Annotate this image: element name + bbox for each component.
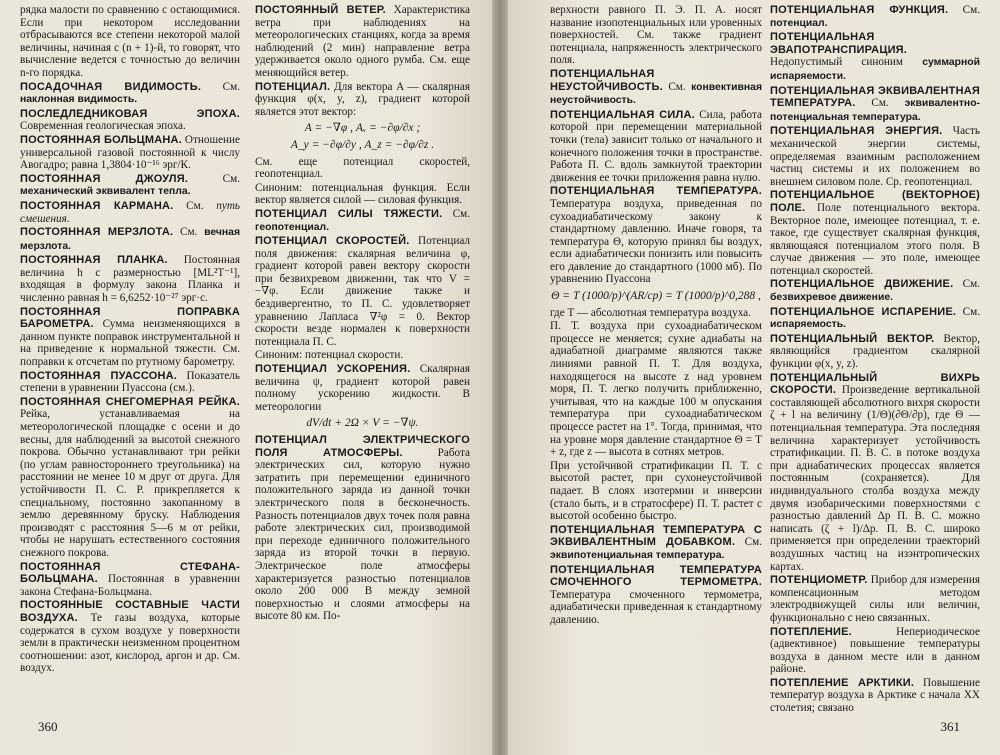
entry-crossref: испаряемость. [770,319,847,331]
entry-headword: ПОТЕНЦИАЛЬНЫЙ ВЕКТОР. [770,332,935,345]
entry-crossref: вечная мерзлота. [20,227,241,252]
entry-text: См. [962,4,980,16]
entry-continuation [550,4,762,67]
entry-text: П. Т. воздуха при сухоадиабатическом процессе не меняется; сухие адиабаты на адиабатной диаграмме являются также линиями равной П. Т. Для воздуха, находящегося на высоте z над уровнем моря, П. Т. легко получить приближенно, учитывая, что на каждые 100 м опускания температура при сухоадиабатическом процессе растет на 1°. Тогда, принимая, что на уровне моря давление стандартное Θ = T + z, где z — высота в сотнях метров. [550,320,762,459]
dictionary-entry [550,185,762,286]
entry-headword: ПОСТОЯННАЯ СНЕГОМЕРНАЯ РЕЙКА. [20,395,240,408]
entry-text: Те газы воздуха, которые содержатся в сухом воздухе у поверхности земли в практически неизменном процентном соотношении: азот, кислород, аргон и др. См. воздух. [20,611,240,675]
entry-headword: ПОСТОЯННЫЕ СОСТАВНЫЕ ЧАСТИ ВОЗДУХА. [20,599,240,624]
entry-continuation [255,156,470,181]
entry-text: См. [962,278,981,291]
entry-text: верхности равного П. Э. П. А. носят название изопотенциальных или уровенных поверхностей. См. также градиент потенциала, напряженность электрического поля. [550,4,762,67]
entry-crossref: наклонная видимость. [20,94,138,106]
entry-text: Часть механической энергии системы, определяемая взаимным расположением частиц системы и их положением во внешнем силовом поле. Ср. геопотенциал. [770,125,980,188]
entry-headword: ПОТЕПЛЕНИЕ АРКТИКИ. [770,676,915,689]
dictionary-entry [550,564,762,627]
dictionary-entry [20,226,240,253]
dictionary-entry [255,434,470,623]
dictionary-entry [20,200,240,225]
entry-headword: ПОТЕНЦИАЛЬНАЯ ФУНКЦИЯ. [770,4,949,16]
dictionary-entry [20,81,240,107]
entry-headword: ПОТЕНЦИАЛЬНАЯ ТЕМПЕРАТУРА СМОЧЕННОГО ТЕРМОМЕТРА. [550,563,762,589]
dictionary-entry [770,333,980,371]
dictionary-entry [255,363,470,413]
entry-text: Показатель степени в уравнении Пуассона (см.). [20,369,240,395]
dictionary-entry [255,235,470,348]
entry-text: Прибор для измерения компенсационным методом электродвижущей силы или величин, функционально с нею связанных. [770,574,981,624]
entry-continuation [550,320,762,459]
formula-gradient-2: A_y = −∂φ/∂y , A_z = −∂φ/∂z . [290,138,435,151]
entry-headword: ПОСЛЕДЛЕДНИКОВАЯ ЭПОХА. [20,107,240,120]
entry-text: См. [180,226,198,239]
entry-continuation [255,349,470,362]
entry-headword: ПОСАДОЧНАЯ ВИДИМОСТЬ. [20,80,202,93]
entry-headword: ПОТЕПЛЕНИЕ. [770,625,852,638]
entry-text: Современная геологическая эпоха. [20,120,186,133]
entry-text: Отношение универсальной газовой постоянной к числу Авогадро; равна 1,3804·10⁻¹⁶ эрг/К. [20,133,240,172]
entry-headword: ПОСТОЯННАЯ КАРМАНА. [20,199,174,212]
page-number-left: 360 [38,719,58,734]
dictionary-entry [550,109,762,185]
dictionary-entry [255,208,470,234]
entry-headword: ПОТЕНЦИАЛЬНАЯ НЕУСТОЙЧИВОСТЬ. [550,67,663,93]
entry-text: Постоянная величина h с размерностью [ML²T⁻¹], входящая в формулу закона Планка и численно равная h = 6,6252·10⁻²⁷ эрг·с. [20,254,240,305]
dictionary-entry [770,31,980,83]
book-gutter [492,0,508,755]
entry-text: См. [668,80,686,93]
entry-headword: ПОСТОЯННЫЙ ВЕТЕР. [255,4,386,16]
entry-continuation [550,307,762,320]
entry-headword: ПОТЕНЦИАЛ СКОРОСТЕЙ. [255,235,410,248]
dictionary-entry [770,306,980,332]
dictionary-entry [770,677,980,715]
entry-headword: ПОТЕНЦИАЛ СИЛЫ ТЯЖЕСТИ. [255,207,443,220]
entry-headword: ПОСТОЯННАЯ ПОПРАВКА БАРОМЕТРА. [20,305,240,331]
dictionary-entry [20,599,240,675]
entry-text: Сила, работа которой при перемещении материальной точки (тела) зависит только от начального и конечного положения точки в пространстве. Работа П. С. вдоль замкнутой траектории движения ее точки приложения равна нулю. [550,108,762,184]
entry-text: См. [452,207,470,220]
right-page [508,0,1000,755]
dictionary-entry [20,396,240,560]
entry-headword: ПОТЕНЦИАЛЬНАЯ ЭНЕРГИЯ. [770,125,943,138]
dictionary-entry [550,524,762,563]
entry-continuation [550,460,762,523]
entry-headword: ПОТЕНЦИАЛ ЭЛЕКТРИЧЕСКОГО ПОЛЯ АТМОСФЕРЫ. [255,434,470,459]
formula-acceleration: dV/dt + 2Ω × V = −∇ψ. [306,417,419,430]
entry-headword: ПОСТОЯННАЯ БОЛЬЦМАНА. [20,133,182,146]
entry-crossref: механический эквивалент тепла. [20,186,191,198]
entry-headword: ПОСТОЯННАЯ ДЖОУЛЯ. [20,172,189,185]
entry-headword: ПОСТОЯННАЯ СТЕФАНА-БОЛЬЦМАНА. [20,560,240,586]
page-number-right: 361 [940,719,960,734]
entry-text: Недопустимый синоним [770,56,903,69]
entry-italic-ref: путь смешения. [20,199,241,225]
entry-text: См. [222,172,241,185]
left-page [0,0,492,755]
entry-headword: ПОСТОЯННАЯ ПУАССОНА. [20,369,178,382]
entry-headword: ПОСТОЯННАЯ ПЛАНКА. [20,254,168,267]
left-column-1 [20,4,240,675]
left-column-2 [255,4,470,623]
dictionary-entry [20,173,240,199]
entry-text: Повышение температур воздуха в Арктике с начала XX столетия; связано [770,676,981,715]
dictionary-entry [255,4,470,80]
entry-headword: ПОТЕНЦИАЛЬНАЯ ЭВАПОТРАНСПИРАЦИЯ. [770,31,908,56]
dictionary-entry [20,370,240,395]
entry-text: См. [186,199,204,212]
dictionary-entry [20,306,240,369]
entry-continuation [20,4,240,80]
entry-text: Температура смоченного термометра, адиабатически приведенная к стандартному давлению. [550,588,762,626]
entry-continuation [255,182,470,207]
entry-text: См. еще потенциал скоростей, геопотенциал. [255,155,470,181]
entry-headword: ПОТЕНЦИАЛЬНОЕ (ВЕКТОРНОЕ) ПОЛЕ. [770,189,980,214]
entry-headword: ПОТЕНЦИАЛЬНАЯ ТЕМПЕРАТУРА С ЭКВИВАЛЕНТНЫМ ДОБАВКОМ. [550,523,762,549]
entry-text: Вектор, являющийся градиентом скалярной функции φ(x, y, z). [770,332,980,371]
entry-text: При устойчивой стратификации П. Т. с высотой растет, при сухонеустойчивой падает. В слоях изотермии и инверсии (стало быть, и в стратосфере) П. Т. растет с высотой особенно быстро. [550,459,762,523]
dictionary-entry [770,85,980,125]
entry-text: Синоним: потенциал скорости. [255,349,404,362]
entry-crossref: геопотенциал. [255,221,330,233]
entry-text: См. [871,97,889,110]
entry-headword: ПОСТОЯННАЯ МЕРЗЛОТА. [20,226,174,239]
right-column-1 [550,4,762,627]
entry-text: Произведение вертикальной составляющей абсолютного вихря скорости ζ + l на величину (1/Θ)(∂Θ/∂p), где Θ — потенциальная температура. Эта последняя величина характеризует устойчивость стратификации. П. В. С. в потоке воздуха при адиабатических процессах является постоянным (сохраняется). Для индивидуального столба воздуха между двумя изобарическими поверхностями с разностью давлений Δp П. В. С. можно написать (ζ + l)/Δp. П. В. С. широко применяется при определении траекторий воздушных частиц на изэнтропических картах. [770,384,980,573]
dictionary-entry [770,4,980,30]
formula-poisson: Θ = T (1000/p)^(AR/cp) = T (1000/p)^0,288 , [551,290,761,303]
dictionary-entry [20,561,240,599]
entry-text: Сумма неизменяющихся в данном пункте поправок инструментальной и на приведение к нормальной тяжести. См. поправки к отсчетам по ртутному барометру. [20,318,240,369]
dictionary-entry [550,68,762,108]
dictionary-entry [20,108,240,133]
dictionary-entry [770,189,980,277]
entry-text: рядка малости по сравнению с остающимися. Если при некотором исследовании отбрасываются все степени некоторой малой величины, начиная с (n + 1)-й, то говорят, что вычисление ведется с точностью до величин n-го порядка. [20,4,240,79]
entry-text: Для вектора A — скалярная функция φ(x, y, z), градиент которой является этот вектор: [255,80,471,118]
dictionary-entry [770,278,980,304]
entry-text: Характеристика ветра при наблюдениях на метеорологических станциях, когда за время наблюдений (2 мин) направление ветра удерживается около одного румба. См. еще меняющийся ветер. [255,4,471,79]
entry-headword: ПОТЕНЦИАЛ. [255,80,331,93]
entry-crossref: конвективная неустойчивость. [550,81,763,107]
entry-text: См. [744,536,763,549]
entry-headword: ПОТЕНЦИАЛЬНАЯ СИЛА. [550,108,695,121]
right-column-2 [770,4,980,715]
entry-text: См. [222,80,240,93]
entry-headword: ПОТЕНЦИАЛ УСКОРЕНИЯ. [255,363,411,376]
dictionary-entry [255,81,470,119]
entry-headword: ПОТЕНЦИАЛЬНОЕ ДВИЖЕНИЕ. [770,278,954,291]
entry-text: где T — абсолютная температура воздуха. [550,306,751,319]
entry-text: Работа электрических сил, которую нужно затратить при перемещении единичного положительного заряда из данной точки электрического поля в бесконечность. Разность потенциалов двух точек поля равна работе электрических сил, производимой при переходе единичного положительного заряда из второй точки в первую. Электрическое поле атмосферы характеризуется разностью потенциалов около 200 000 В между земной поверхностью и слоями атмосферы на высоте 80 км. По- [255,446,470,623]
entry-text: Скалярная величина ψ, градиент которой равен полному ускорению жидкости. В метеорологии [255,363,470,413]
entry-text: Синоним: потенциальная функция. Если вектор является силой — силовая функция. [255,181,470,207]
entry-headword: ПОТЕНЦИАЛЬНОЕ ИСПАРЕНИЕ. [770,305,957,318]
entry-headword: ПОТЕНЦИАЛЬНАЯ ЭКВИВАЛЕНТНАЯ ТЕМПЕРАТУРА. [770,84,980,110]
entry-headword: ПОТЕНЦИАЛЬНАЯ ТЕМПЕРАТУРА. [550,185,762,198]
dictionary-entry [770,125,980,188]
entry-crossref: эквипотенциальная температура. [550,549,725,561]
entry-text: Потенциал поля движения: скалярная величина φ, градиент которой равен вектору скорости при безвихревом движении, так что V = −∇φ. Если движение также и бездивергентно, то П. С. удовлетворяет уравнению Лапласа ∇²φ = 0. Вектор скорости везде нормален к поверхности потенциала П. С. [255,235,470,348]
entry-text: См. [962,305,980,318]
entry-text: Поле потенциального вектора. Векторное поле, имеющее потенциал, т. е. такое, где существует скалярная функция, являющаяся потенциалом этого поля. В случае движения — это поле, имеющее потенциал скоростей. [770,201,980,277]
dictionary-entry [770,372,980,574]
entry-crossref: суммарной испаряемости. [770,57,981,82]
entry-text: Постоянная в уравнении закона Стефана-Больцмана. [20,573,240,598]
dictionary-entry [20,134,240,172]
entry-crossref: эквивалентно-потенциальная температура. [770,98,980,123]
dictionary-entry [770,626,980,676]
entry-headword: ПОТЕНЦИАЛЬНЫЙ ВИХРЬ СКОРОСТИ. [770,371,980,397]
entry-crossref: потенциал. [770,17,828,29]
entry-text: Температура воздуха, приведенная по сухоадиабатическому закону к стандартному давлению. Иначе говоря, та температура Θ, которую принял бы воздух, если адиабатически понизить или повысить его давление до стандартного (1000 мб). По уравнению Пуассона [550,197,762,286]
entry-crossref: безвихревое движение. [770,292,894,304]
dictionary-entry [20,254,240,304]
entry-headword: ПОТЕНЦИОМЕТР. [770,574,868,587]
entry-text: Рейка, устанавливаемая на метеорологической площадке с осени и до весны, для наблюдений за высотой снежного покрова. Обычно устанавливают три рейки (по углам равностороннего треугольника) на расстоянии не менее 10 м друг от друга. Для устойчивости П. С. Р. прикрепляется к специальному, постоянно закопанному в землю деревянному бруску. Наблюдения производят с расстояния 5—6 м от рейки, чтобы не нарушать естественного состояния снежного покрова. [20,408,240,559]
formula-gradient-1: A = −∇φ , Aₓ = −∂φ/∂x ; [304,122,421,135]
entry-text: Непериодическое (адвективное) повышение температуры воздуха в данном месте или в данном районе. [770,625,980,676]
dictionary-entry [770,574,980,624]
